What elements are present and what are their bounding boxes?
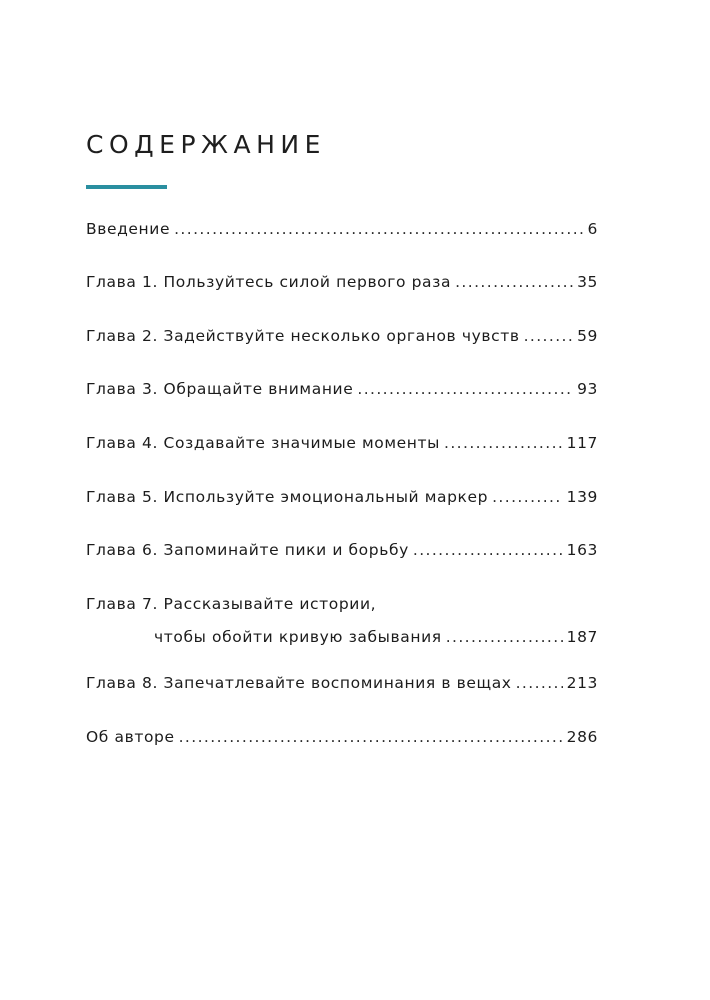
dot-leader [516,671,563,695]
toc-entry-page-number: 187 [566,628,598,646]
toc-entry-title: Глава 6. Запоминайте пики и борьбу [86,541,409,559]
toc-entry-page-number: 163 [566,541,598,559]
toc-entry-title: Глава 4. Создавайте значимые моменты [86,434,441,452]
dot-leader [524,324,573,348]
toc-entry-page-number: 286 [566,728,598,746]
toc-entry-page-number: 117 [566,434,598,452]
toc-entry-title: Глава 5. Используйте эмоциональный маркер [86,488,489,506]
toc-entry-page-number: 213 [566,674,598,692]
toc-entry-chapter-7[interactable] [86,592,598,649]
dot-leader [357,377,573,401]
toc-entry-chapter-2[interactable] [86,324,598,348]
toc-entry-title: Глава 2. Задействуйте несколько органов чувств [86,327,520,345]
toc-entry-page-number: 93 [577,380,598,398]
toc-entry-page-number: 59 [577,327,598,345]
toc-entry-chapter-1[interactable] [86,270,598,294]
toc-entry-title: Глава 3. Обращайте внимание [86,380,354,398]
toc-entry-chapter-8[interactable] [86,671,598,695]
toc-entry-chapter-6[interactable] [86,538,598,562]
toc-entry-title: Глава 1. Пользуйтесь силой первого раза [86,273,452,291]
toc-entry-title-line-2: чтобы обойти кривую забывания [154,628,442,646]
toc-entry-title: Введение [86,220,171,238]
toc-entry-chapter-3[interactable] [86,377,598,401]
toc-entry-page-number: 139 [566,488,598,506]
toc-entry-title: Об авторе [86,728,175,746]
toc-entry-about-author[interactable] [86,725,598,749]
dot-leader [446,625,563,649]
toc-entry-chapter-4[interactable] [86,431,598,455]
dot-leader [174,217,583,241]
toc-entry-chapter-5[interactable] [86,485,598,509]
toc-entry-title: Глава 8. Запечатлевайте воспоминания в вещах [86,674,512,692]
dot-leader [492,485,563,509]
toc-entry-introduction[interactable] [86,217,598,241]
dot-leader [455,270,573,294]
toc-entry-page-number: 6 [587,220,598,238]
dot-leader [444,431,563,455]
dot-leader [413,538,563,562]
toc-entry-page-number: 35 [577,273,598,291]
toc-entry-title-line-1: Глава 7. Рассказывайте истории, [86,595,377,613]
dot-leader [179,725,563,749]
page-title: СОДЕРЖАНИЕ [86,130,326,159]
table-of-contents [86,0,598,1000]
